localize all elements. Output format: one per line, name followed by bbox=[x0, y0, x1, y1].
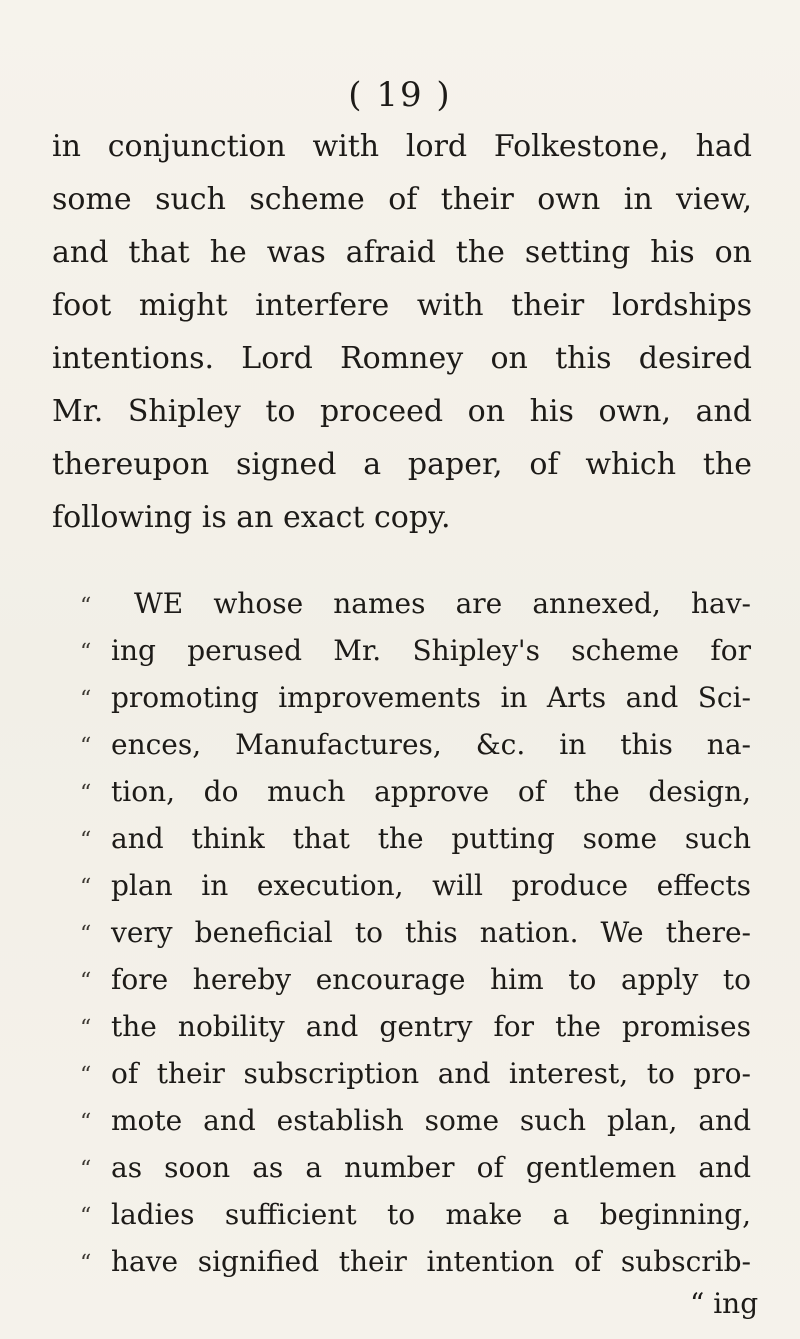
quote-line: ing perused Mr. Shipley's scheme for bbox=[111, 634, 751, 667]
quote-mark: “ bbox=[80, 687, 92, 712]
text-line: and that he was afraid the setting his on bbox=[52, 235, 752, 270]
quote-line: the nobility and gentry for the promises bbox=[111, 1010, 751, 1043]
quote-mark: “ bbox=[80, 1110, 92, 1135]
catchword: “ ing bbox=[690, 1287, 759, 1320]
text-line: following is an exact copy. bbox=[52, 500, 451, 535]
quote-mark: “ bbox=[80, 1204, 92, 1229]
quote-mark: “ bbox=[80, 828, 92, 853]
text-line: some such scheme of their own in view, bbox=[52, 182, 752, 217]
text-line: thereupon signed a paper, of which the bbox=[52, 447, 752, 482]
quote-line: as soon as a number of gentlemen and bbox=[111, 1151, 751, 1184]
quote-line: fore hereby encourage him to apply to bbox=[111, 963, 751, 996]
quote-line: ladies sufficient to make a beginning, bbox=[111, 1198, 751, 1231]
quote-mark: “ bbox=[80, 922, 92, 947]
quote-line: WE whose names are annexed, hav- bbox=[134, 587, 751, 620]
text-line: intentions. Lord Romney on this desired bbox=[52, 341, 752, 376]
quote-mark: “ bbox=[80, 594, 92, 619]
page-number: ( 19 ) bbox=[348, 75, 452, 115]
quote-line: and think that the putting some such bbox=[111, 822, 751, 855]
quote-line: plan in execution, will produce effects bbox=[111, 869, 751, 902]
quote-line: mote and establish some such plan, and bbox=[111, 1104, 751, 1137]
quote-line: have signified their intention of subscrib- bbox=[111, 1245, 751, 1278]
quote-mark: “ bbox=[80, 640, 92, 665]
quote-mark: “ bbox=[80, 781, 92, 806]
quote-line: tion, do much approve of the design, bbox=[111, 775, 751, 808]
quote-mark: “ bbox=[80, 1157, 92, 1182]
quote-line: ences, Manufactures, &c. in this na- bbox=[111, 728, 751, 761]
quote-mark: “ bbox=[80, 875, 92, 900]
quote-mark: “ bbox=[80, 1063, 92, 1088]
quote-mark: “ bbox=[80, 969, 92, 994]
text-line: foot might interfere with their lordships bbox=[52, 288, 752, 323]
text-line: in conjunction with lord Folkestone, had bbox=[52, 129, 752, 164]
quote-line: very beneficial to this nation. We there- bbox=[111, 916, 751, 949]
quote-mark: “ bbox=[80, 1251, 92, 1276]
text-line: Mr. Shipley to proceed on his own, and bbox=[52, 394, 752, 429]
quote-line: promoting improvements in Arts and Sci- bbox=[111, 681, 751, 714]
quote-mark: “ bbox=[80, 734, 92, 759]
quote-line: of their subscription and interest, to pro- bbox=[111, 1057, 751, 1090]
quote-mark: “ bbox=[80, 1016, 92, 1041]
